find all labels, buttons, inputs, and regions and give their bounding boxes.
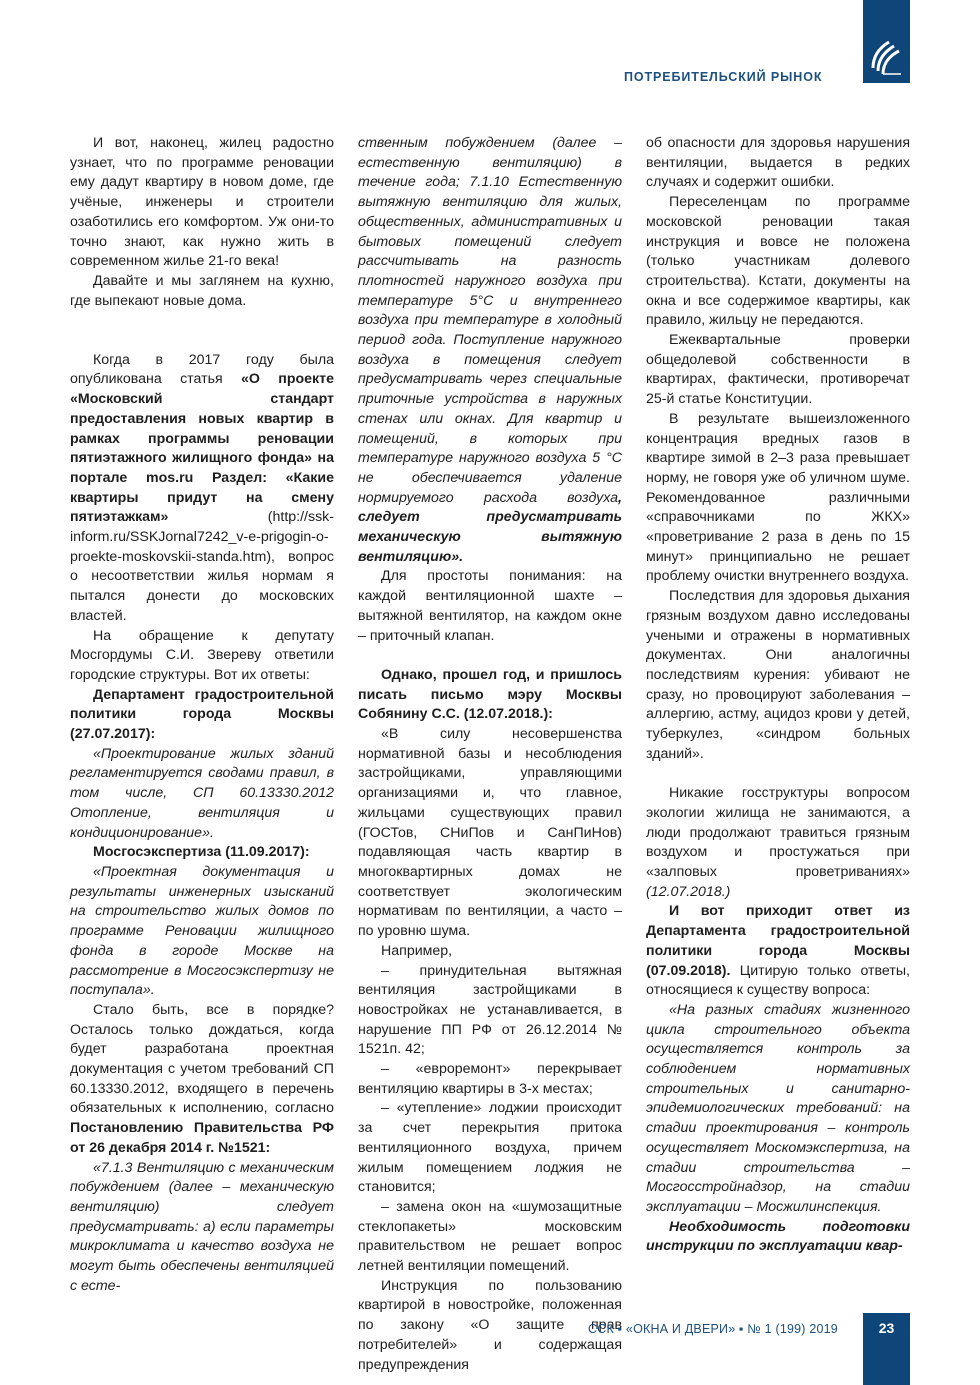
list-item: – принудительная вытяжная вентиляция застройщиками в новостройках не устанавливается, в нарушение ПП РФ от 26.12.2014 № 1521п. 42; bbox=[358, 962, 622, 1058]
paragraph: И вот приходит ответ из Департамента градостроительной политики города Москвы (07.09.2018). Цитирую только ответы, относящиеся к существу вопроса: bbox=[646, 903, 910, 999]
quote: «В силу несовершенства нормативной базы и несоблюдения застройщиками, управляющими организациями и, что главное, жильцами существующих правил (ГОСТов, СНиПов и СанПиНов) подавляющая часть квартир в многоквартирных домах не соответствует экологическим нормативам по вентиляции, а часто – по уровню шума. bbox=[358, 726, 622, 940]
paragraph: И вот, наконец, жилец радостно узнает, что по программе реновации ему дадут квартиру в новом доме, где учёные, инженеры и строители озаботились его комфортом. Уж они-то точно знают, как нужно жить в современном жилье 21-го века! bbox=[70, 135, 334, 270]
publication-info: ССК ▪ «ОКНА И ДВЕРИ» ▪ № 1 (199) 2019 bbox=[588, 1322, 838, 1336]
subheading: Департамент градостроительной политики города Москвы (27.07.2017): bbox=[70, 686, 334, 743]
paragraph: Например, bbox=[381, 942, 453, 959]
paragraph: Ежеквартальные проверки общедолевой собственности в квартирах, фактически, противоречат 25-й статье Конституции. bbox=[646, 332, 910, 408]
paragraph: об опасности для здоровья нарушения вентиляции, выдается в редких случаях и содержит ошибки. bbox=[646, 135, 910, 191]
quote: «На разных стадиях жизненного цикла строительного объекта осуществляется контроль за соблюдением нормативных строительных и санитарно-эпидемиологических требований: на стадии проектирования – контроль осуществляет Москомэкспертиза, на стадии строительства – Мосгосстройнадзор, на стадии эксплуатации – Мосжилинспекция. bbox=[646, 1001, 910, 1215]
paragraph: Когда в 2017 году была опубликована статья «О проекте «Московский стандарт предоставления новых квартир в рамках программы реновации пятиэтажного жилищного фонда» на портале mos.ru Раздел: «Какие квартиры придут на смену пятиэтажкам» (http://ssk-inform.ru/SSKJornal7242_v-e-prigogin-o-proekte-moskovskii-standa.htm), вопрос о несоответствии жилья нормам я пытался донести до московских властей. bbox=[70, 351, 334, 624]
paragraph: В результате вышеизложенного концентрация вредных газов в квартире зимой в 2–3 раза превышает норму, не говоря уже об уличном шуме. Рекомендованное различными «справочниками по ЖКХ» «проветривание 2 раза в день по 15 минут» принципиально не решает проблему очистки внутреннего воздуха. bbox=[646, 410, 910, 585]
quote: ственным побуждением (далее – естественную вентиляцию) в течение года; 7.1.10 Естественную вытяжную вентиляцию для жилых, общественных, административных и бытовых помещений следует рассчитывать на разность плотностей наружного воздуха при температуре 5°С и внутреннего воздуха при температуре в холодный период года. Поступление наружного воздуха в помещения следует предусматривать через специальные приточные устройства в наружных стенах или окнах. Для квартир и помещений, в которых при температуре наружного воздуха 5 °С не обеспечивается удаление нормируемого расхода воздуха, следует предусматривать механическую вытяжную вентиляцию». bbox=[358, 135, 622, 565]
article-column-1 bbox=[70, 134, 334, 1296]
paragraph: Инструкция по пользованию квартирой в новостройке, положенная по закону «О защите прав потребителей» и содержащая предупреждения bbox=[358, 1277, 622, 1373]
paragraph: Никакие госструктуры вопросом экологии жилища не занимаются, а люди продолжают травиться грязным воздухом и простужаться при «залповых проветриваниях» (12.07.2018.) bbox=[646, 785, 910, 900]
article-column-2 bbox=[358, 134, 622, 1375]
section-title: ПОТРЕБИТЕЛЬСКИЙ РЫНОК bbox=[624, 70, 823, 84]
list-item: – замена окон на «шумозащитные стеклопакеты» московским правительством не решает вопрос летней вентиляции помещений. bbox=[358, 1198, 622, 1275]
article-column-3 bbox=[646, 134, 910, 1257]
quote: «7.1.3 Вентиляцию с механическим побуждением (далее – механическую вентиляцию) следует предусматривать: а) если параметры микроклимата и качество воздуха не могут быть обеспечены вентиляцией с есте- bbox=[70, 1159, 334, 1294]
subheading: Однако, прошел год, и пришлось писать письмо мэру Москвы Собянину С.С. (12.07.2018.): bbox=[358, 666, 622, 723]
page-number: 23 bbox=[878, 1320, 895, 1336]
magazine-logo-icon bbox=[869, 38, 903, 78]
list-item: – «евроремонт» перекрывает вентиляцию квартиры в 3-х местах; bbox=[358, 1061, 622, 1097]
paragraph: На обращение к депутату Мосгордумы С.И. Звереву ответили городские структуры. Вот их ответы: bbox=[70, 627, 334, 683]
quote: «Проектная документация и результаты инженерных изысканий на строительство жилых домов по программе Реновации жилищного фонда в городе Москве на рассмотрение в Мосгосэкспертизу не поступала». bbox=[70, 863, 334, 999]
quote: «Проектирование жилых зданий регламентируется сводами правил, в том числе, СП 60.13330.2012 Отопление, вентиляция и кондиционирование». bbox=[70, 745, 334, 841]
page-number-tab bbox=[863, 1313, 910, 1385]
paragraph: Последствия для здоровья дыхания грязным воздухом давно исследованы учеными и отражены в нормативных документах. Они аналогичны последствиям курения: убивают не сразу, но провоцируют заболевания – аллергию, астму, ацидоз крови у детей, туберкулез, «синдром больных зданий». bbox=[646, 588, 910, 762]
subheading: Мосгосэкспертиза (11.09.2017): bbox=[93, 844, 310, 861]
list-item: – «утепление» лоджии происходит за счет перекрытия притока вентиляционного воздуха, причем жилым помещением лоджия не становится; bbox=[358, 1100, 622, 1196]
header-tab bbox=[863, 0, 910, 83]
paragraph: Для простоты понимания: на каждой вентиляционной шахте – вытяжной вентилятор, на каждом окне – приточный клапан. bbox=[358, 568, 622, 644]
paragraph: Необходимость подготовки инструкции по эксплуатации квар- bbox=[646, 1218, 910, 1255]
paragraph: Давайте и мы заглянем на кухню, где выпекают новые дома. bbox=[70, 272, 334, 309]
paragraph: Стало быть, все в порядке? Осталось только дождаться, когда будет разработана проектная документация с учетом требований СП 60.13330.2012, входящего в перечень обязательных к исполнению, согласно Постановлению Правительства РФ от 26 декабря 2014 г. №1521: bbox=[70, 1001, 334, 1156]
paragraph: Переселенцам по программе московской реновации такая инструкция и вовсе не положена (только участникам долевого строительства). Кстати, документы на окна и все содержимое квартиры, как правило, жильцу не передаются. bbox=[646, 194, 910, 329]
